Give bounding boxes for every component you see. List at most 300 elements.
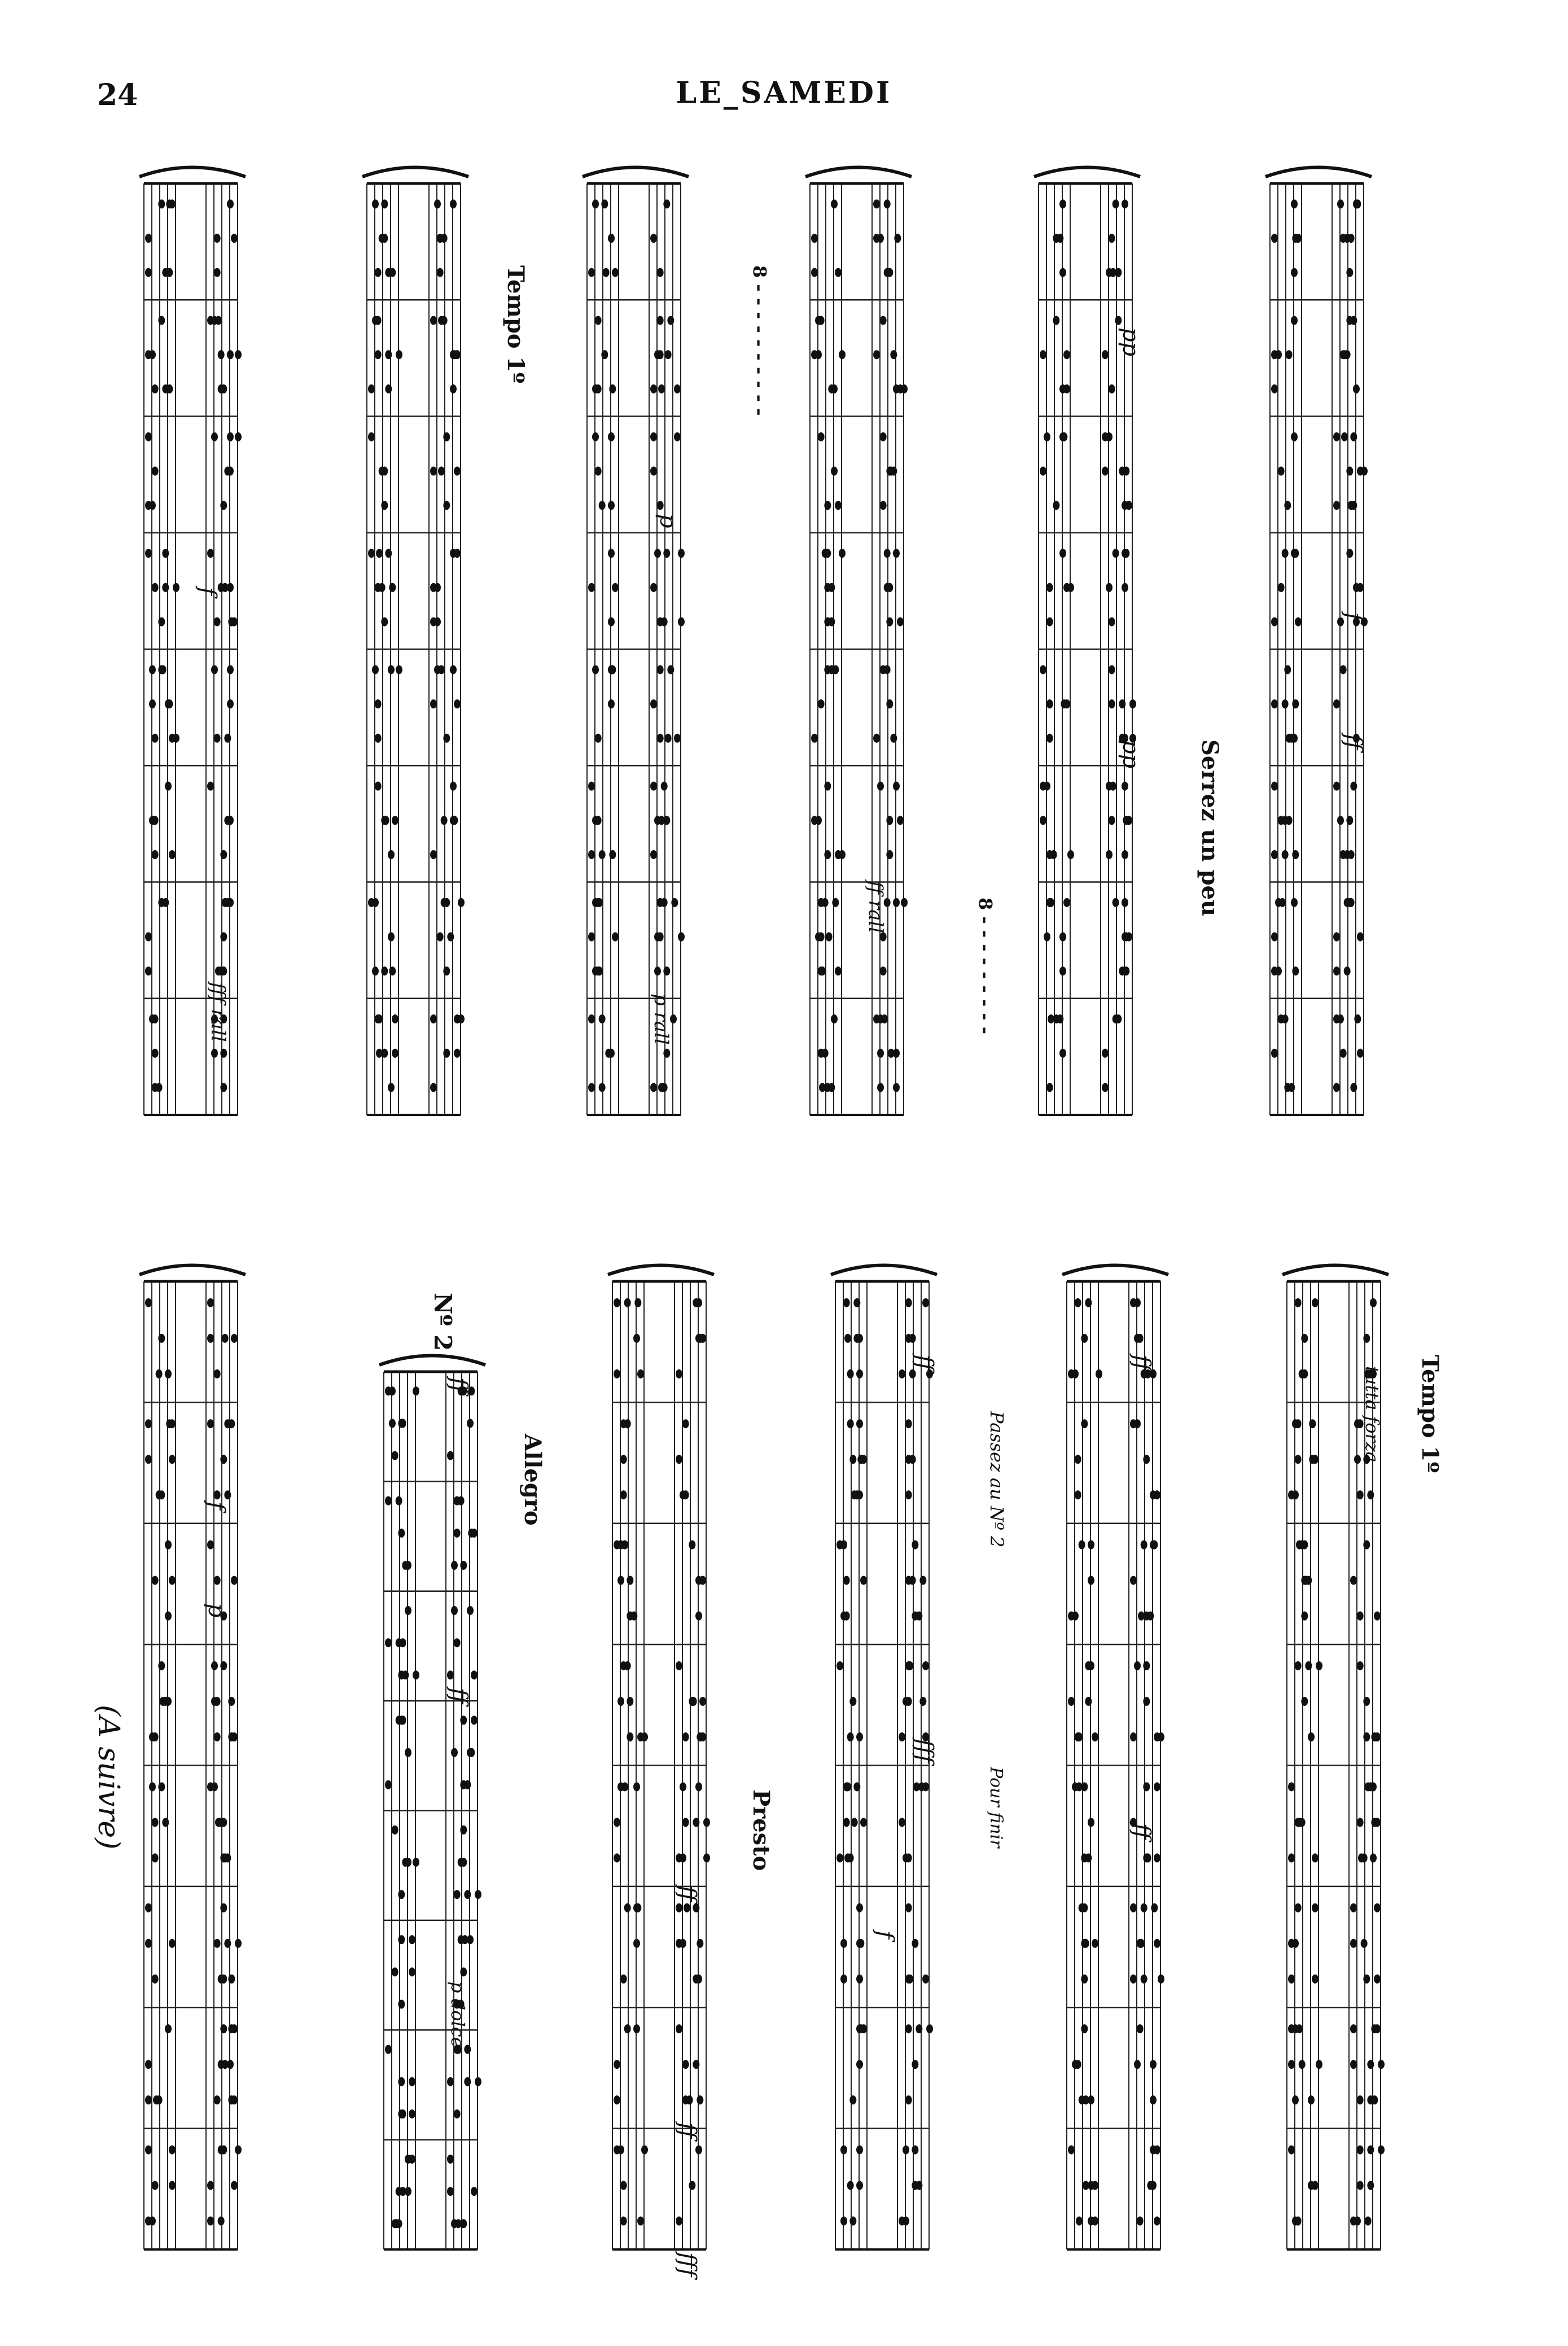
lower-note-head-4-5-0-0-1 bbox=[1079, 1903, 1085, 1912]
upper-note-head-4-7-1-0-0 bbox=[1059, 1049, 1066, 1058]
p-dolce-text: p dolce bbox=[447, 1981, 468, 2048]
upper-note-head-3-1-1-1-1 bbox=[890, 350, 897, 359]
lower-note-head-0-5-1-0-1 bbox=[169, 1939, 176, 1948]
upper-note-head-3-7-1-1-1 bbox=[877, 1049, 884, 1058]
upper-note-head-1-7-2-1-0 bbox=[430, 1083, 437, 1092]
lower-note-head-3-6-0-1-2 bbox=[926, 2024, 933, 2033]
upper-note-head-1-4-2-1-0 bbox=[443, 734, 450, 743]
upper-note-head-1-5-1-0-1 bbox=[392, 816, 398, 825]
upper-note-head-4-3-1-0-0 bbox=[1046, 583, 1053, 592]
upper-note-head-1-7-1-0-1 bbox=[392, 1049, 398, 1058]
upper-note-head-3-3-0-0-1 bbox=[822, 549, 829, 558]
lower-note-head-3-7-0-0-1 bbox=[840, 2145, 847, 2154]
lower-note-head-2-6-2-1-1 bbox=[686, 2095, 693, 2104]
lower-note-head-5-5-1-1-1 bbox=[1361, 1939, 1368, 1948]
lower-note-head-5-2-0-0-2 bbox=[1296, 1540, 1303, 1550]
lower-note-head-1-1-1-1-0 bbox=[454, 1529, 461, 1538]
upper-note-head-5-5-2-0-2 bbox=[1292, 850, 1299, 859]
upper-note-head-2-0-1-0-0 bbox=[608, 234, 615, 243]
upper-note-head-1-1-1-0-0 bbox=[375, 350, 382, 359]
upper-note-head-2-4-1-1-0 bbox=[650, 699, 657, 708]
upper-note-head-4-5-2-0-2 bbox=[1067, 850, 1074, 859]
lower-note-head-5-6-0-0-2 bbox=[1296, 2024, 1303, 2033]
upper-note-head-4-7-1-1-0 bbox=[1102, 1049, 1109, 1058]
upper-note-head-2-3-1-1-0 bbox=[650, 583, 657, 592]
upper-note-head-3-7-2-1-1 bbox=[877, 1083, 884, 1092]
upper-note-head-2-3-2-0-0 bbox=[608, 617, 615, 626]
upper-note-head-3-5-0-1-0 bbox=[893, 782, 900, 791]
upper-note-head-0-4-1-0-2 bbox=[166, 699, 173, 708]
upper-note-head-2-0-2-1-0 bbox=[657, 268, 664, 277]
upper-note-head-5-7-0-1-1 bbox=[1337, 1014, 1344, 1023]
upper-note-head-3-6-0-1-2 bbox=[901, 898, 908, 907]
lower-note-head-4-7-2-1-0 bbox=[1137, 2217, 1144, 2226]
upper-note-head-0-0-2-0-0 bbox=[145, 268, 152, 277]
upper-note-head-0-0-1-1-1 bbox=[231, 234, 238, 243]
ff-c-text: ff bbox=[446, 1688, 472, 1704]
lower-note-head-5-1-2-1-1 bbox=[1367, 1490, 1374, 1499]
upper-note-head-5-3-1-0-0 bbox=[1278, 583, 1285, 592]
upper-note-head-5-0-0-1-1 bbox=[1337, 199, 1344, 208]
lower-note-head-5-6-2-1-0 bbox=[1357, 2095, 1364, 2104]
lower-note-head-0-0-1-1-2 bbox=[222, 1334, 229, 1343]
lower-note-head-4-7-2-0-1 bbox=[1092, 2217, 1098, 2226]
lower-note-head-4-6-0-0-0 bbox=[1081, 2024, 1088, 2033]
lower-note-head-1-4-1-0-1 bbox=[402, 1858, 409, 1867]
upper-note-head-3-0-0-0-0 bbox=[831, 199, 838, 208]
lower-note-head-3-5-1-0-1 bbox=[840, 1939, 847, 1948]
lower-note-head-4-4-0-1-0 bbox=[1143, 1782, 1150, 1791]
lower-note-head-5-7-0-1-1 bbox=[1367, 2145, 1374, 2154]
upper-note-head-4-5-2-1-0 bbox=[1122, 850, 1128, 859]
lower-note-head-0-4-0-1-1 bbox=[211, 1782, 218, 1791]
upper-note-head-5-7-0-0-1 bbox=[1282, 1014, 1289, 1023]
lower-note-head-3-4-1-1-0 bbox=[899, 1818, 905, 1827]
upper-note-head-2-6-1-1-1 bbox=[654, 933, 661, 942]
lower-note-head-3-3-2-1-0 bbox=[899, 1732, 905, 1741]
lower-note-head-0-2-1-1-0 bbox=[214, 1576, 221, 1585]
upper-note-head-4-2-0-0-1 bbox=[1044, 432, 1050, 441]
running-title: LE_SAMEDI bbox=[676, 76, 892, 110]
lower-note-head-2-2-2-0-1 bbox=[630, 1612, 637, 1621]
upper-note-head-4-3-2-0-0 bbox=[1046, 617, 1053, 626]
lower-note-head-3-5-2-1-1 bbox=[922, 1975, 929, 1984]
upper-note-head-1-0-1-0-1 bbox=[379, 234, 386, 243]
lower-brace-0 bbox=[139, 1266, 246, 1275]
lower-note-head-3-0-0-0-1 bbox=[853, 1298, 860, 1307]
lower-note-head-5-5-0-0-0 bbox=[1295, 1903, 1302, 1912]
upper-note-head-3-7-0-1-2 bbox=[881, 1014, 888, 1023]
upper-note-head-1-6-2-0-0 bbox=[381, 966, 388, 975]
lower-note-head-5-4-2-0-1 bbox=[1312, 1853, 1319, 1862]
lower-note-head-4-7-0-1-1 bbox=[1154, 2145, 1160, 2154]
upper-note-head-5-5-0-1-1 bbox=[1350, 782, 1357, 791]
upper-note-head-0-5-0-1-0 bbox=[207, 782, 214, 791]
lower-note-head-0-6-1-0-0 bbox=[145, 2060, 152, 2069]
lower-note-head-1-2-2-1-0 bbox=[447, 1670, 454, 1679]
lower-note-head-2-5-0-1-1 bbox=[693, 1903, 699, 1912]
lower-note-head-2-3-1-1-1 bbox=[699, 1697, 706, 1706]
upper-note-head-4-1-0-1-0 bbox=[1115, 316, 1122, 325]
upper-note-head-2-1-2-0-1 bbox=[592, 384, 599, 393]
upper-note-head-0-0-1-1-0 bbox=[214, 234, 221, 243]
lower-note-head-0-3-0-1-0 bbox=[220, 1661, 227, 1670]
upper-note-head-2-6-0-0-2 bbox=[596, 898, 603, 907]
lower-note-head-2-5-0-0-1 bbox=[624, 1903, 631, 1912]
lower-note-head-1-5-0-0-0 bbox=[398, 1935, 405, 1944]
lower-note-head-3-2-2-0-1 bbox=[840, 1612, 847, 1621]
p-a-text: p bbox=[655, 514, 681, 528]
upper-note-head-5-3-1-1-1 bbox=[1357, 583, 1364, 592]
lower-note-head-5-5-0-1-1 bbox=[1374, 1903, 1381, 1912]
lower-note-head-1-0-1-0-1 bbox=[389, 1419, 396, 1428]
marking-allegro bbox=[519, 1433, 546, 1526]
lower-note-head-1-2-0-0-0 bbox=[405, 1606, 411, 1615]
upper-note-head-0-2-0-1-0 bbox=[227, 432, 234, 441]
lower-note-head-2-4-1-0-0 bbox=[614, 1818, 620, 1827]
upper-note-head-0-2-1-0-0 bbox=[152, 467, 159, 476]
upper-note-head-3-5-1-1-1 bbox=[897, 816, 904, 825]
lower-note-head-3-7-2-1-1 bbox=[903, 2217, 909, 2226]
upper-note-head-4-0-1-0-1 bbox=[1057, 234, 1063, 243]
lower-note-head-2-4-2-1-1 bbox=[680, 1853, 686, 1862]
lower-note-head-1-3-0-0-2 bbox=[400, 1715, 406, 1725]
upper-note-head-3-3-0-0-2 bbox=[839, 549, 846, 558]
upper-note-head-0-7-0-0-1 bbox=[149, 1014, 156, 1023]
upper-note-head-0-0-1-0-0 bbox=[145, 234, 152, 243]
lower-note-head-2-3-1-0-0 bbox=[627, 1697, 633, 1706]
lower-note-head-2-2-0-1-0 bbox=[689, 1540, 695, 1550]
upper-note-head-5-5-0-0-0 bbox=[1271, 782, 1278, 791]
lower-note-head-5-3-2-0-0 bbox=[1308, 1732, 1315, 1741]
upper-note-head-1-0-2-0-2 bbox=[389, 268, 396, 277]
lower-note-head-1-1-0-1-1 bbox=[458, 1496, 465, 1505]
upper-note-head-1-4-0-0-1 bbox=[372, 665, 379, 674]
lower-note-head-0-4-0-0-0 bbox=[158, 1782, 165, 1791]
upper-note-head-3-2-0-0-0 bbox=[818, 432, 825, 441]
upper-note-head-0-5-0-0-0 bbox=[165, 782, 172, 791]
upper-note-head-5-7-1-0-0 bbox=[1271, 1049, 1278, 1058]
lower-note-head-1-6-2-0-2 bbox=[400, 2109, 406, 2119]
lower-note-head-3-5-1-0-2 bbox=[857, 1939, 864, 1948]
lower-note-head-2-6-0-0-0 bbox=[633, 2024, 640, 2033]
lower-note-head-5-2-1-0-2 bbox=[1303, 1576, 1309, 1585]
lower-note-head-3-5-0-1-0 bbox=[905, 1903, 912, 1912]
marking-p-dolce bbox=[447, 1981, 468, 2048]
upper-note-head-4-4-2-0-0 bbox=[1046, 734, 1053, 743]
upper-note-head-3-3-2-0-1 bbox=[828, 617, 835, 626]
upper-note-head-4-4-1-1-2 bbox=[1129, 699, 1136, 708]
lower-note-head-5-3-0-0-1 bbox=[1305, 1661, 1312, 1670]
upper-note-head-0-1-1-1-0 bbox=[227, 350, 234, 359]
ff-b-text: ff bbox=[446, 1377, 472, 1394]
marking-fff-presto bbox=[674, 2251, 700, 2280]
upper-note-head-1-5-2-0-0 bbox=[388, 850, 395, 859]
upper-note-head-0-5-1-1-1 bbox=[224, 816, 231, 825]
upper-note-head-2-1-0-1-0 bbox=[657, 316, 664, 325]
upper-note-head-0-1-2-1-1 bbox=[218, 384, 225, 393]
passez-text: Passez au Nº 2 bbox=[986, 1411, 1008, 1548]
upper-note-head-3-1-2-0-1 bbox=[828, 384, 835, 393]
upper-note-head-4-2-0-1-1 bbox=[1106, 432, 1113, 441]
lower-note-head-0-7-0-1-1 bbox=[218, 2145, 225, 2154]
lower-note-head-3-4-1-0-1 bbox=[860, 1818, 867, 1827]
upper-note-head-1-1-1-0-1 bbox=[385, 350, 392, 359]
lower-note-head-2-4-0-0-2 bbox=[621, 1782, 628, 1791]
lower-note-head-5-0-0-1-0 bbox=[1370, 1298, 1377, 1307]
lower-note-head-2-4-1-1-2 bbox=[703, 1818, 710, 1827]
lower-note-head-2-7-2-0-1 bbox=[637, 2217, 644, 2226]
lower-note-head-4-7-2-0-2 bbox=[1076, 2217, 1083, 2226]
upper-note-head-1-4-0-0-0 bbox=[388, 665, 395, 674]
ff-rall-text: ff rall bbox=[864, 881, 887, 934]
upper-note-head-1-2-1-1-2 bbox=[438, 467, 445, 476]
upper-note-head-2-2-0-0-0 bbox=[608, 432, 615, 441]
upper-note-head-2-5-2-0-0 bbox=[588, 850, 595, 859]
upper-note-head-2-4-1-0-0 bbox=[608, 699, 615, 708]
lower-note-head-3-4-2-1-1 bbox=[903, 1853, 909, 1862]
lower-note-head-2-4-2-1-2 bbox=[703, 1853, 710, 1862]
lower-note-head-4-3-0-0-1 bbox=[1085, 1661, 1092, 1670]
lower-note-head-5-1-0-1-1 bbox=[1354, 1419, 1361, 1428]
lower-note-head-2-3-0-0-1 bbox=[624, 1661, 631, 1670]
upper-note-head-3-7-0-0-0 bbox=[831, 1014, 838, 1023]
lower-note-head-0-0-0-1-0 bbox=[207, 1298, 214, 1307]
upper-note-head-3-5-1-1-0 bbox=[886, 816, 893, 825]
lower-note-head-5-7-0-0-0 bbox=[1288, 2145, 1295, 2154]
upper-note-head-3-5-0-0-0 bbox=[824, 782, 831, 791]
lower-note-head-2-3-2-1-2 bbox=[697, 1732, 703, 1741]
marking-p-rall bbox=[650, 993, 672, 1045]
ff-a-text: ff bbox=[1341, 734, 1366, 750]
no-2-text: Nº 2 bbox=[429, 1293, 457, 1351]
lower-note-head-3-2-1-0-0 bbox=[843, 1576, 850, 1585]
lower-note-head-4-5-2-1-2 bbox=[1158, 1975, 1164, 1984]
upper-note-head-2-4-2-0-0 bbox=[595, 734, 602, 743]
upper-note-head-2-0-0-1-0 bbox=[663, 199, 670, 208]
lower-note-head-4-0-1-1-1 bbox=[1134, 1334, 1141, 1343]
upper-note-head-5-6-0-1-2 bbox=[1348, 898, 1355, 907]
lower-note-head-3-2-1-1-1 bbox=[909, 1576, 916, 1585]
marking-ff-c bbox=[446, 1686, 472, 1708]
upper-note-head-0-6-0-0-1 bbox=[162, 898, 169, 907]
lower-note-head-1-0-0-0-1 bbox=[389, 1386, 396, 1395]
lower-note-head-0-7-0-0-0 bbox=[145, 2145, 152, 2154]
lower-note-head-0-4-2-1-2 bbox=[222, 1853, 229, 1862]
upper-note-head-2-5-0-0-0 bbox=[588, 782, 595, 791]
marking-f-c bbox=[203, 1500, 229, 1513]
upper-note-head-4-5-2-1-1 bbox=[1106, 850, 1113, 859]
lower-note-head-2-5-2-1-1 bbox=[693, 1975, 699, 1984]
upper-note-head-4-1-0-0-0 bbox=[1053, 316, 1059, 325]
marking-tempo-1-upper bbox=[502, 265, 529, 383]
upper-brace-2 bbox=[582, 168, 689, 177]
upper-note-head-3-1-2-1-2 bbox=[901, 384, 908, 393]
upper-note-head-3-2-0-1-0 bbox=[880, 432, 887, 441]
upper-note-head-0-0-0-0-0 bbox=[158, 199, 165, 208]
marking-fff-rall bbox=[207, 981, 229, 1042]
lower-note-head-3-3-0-1-2 bbox=[906, 1661, 913, 1670]
lower-note-head-5-2-1-1-0 bbox=[1350, 1576, 1357, 1585]
lower-note-head-3-5-1-1-0 bbox=[912, 1939, 918, 1948]
upper-note-head-5-2-1-1-2 bbox=[1361, 467, 1368, 476]
upper-note-head-0-4-0-1-0 bbox=[227, 665, 234, 674]
lower-note-head-5-3-0-0-2 bbox=[1316, 1661, 1322, 1670]
upper-note-head-1-3-0-0-0 bbox=[368, 549, 375, 558]
upper-note-head-1-6-2-0-2 bbox=[389, 966, 396, 975]
lower-note-head-2-2-2-1-0 bbox=[695, 1612, 702, 1621]
lower-note-head-5-6-1-0-2 bbox=[1316, 2060, 1322, 2069]
upper-note-head-2-2-2-0-0 bbox=[608, 501, 615, 510]
lower-note-head-4-2-0-0-1 bbox=[1079, 1540, 1085, 1550]
lower-note-head-2-5-1-1-1 bbox=[680, 1939, 686, 1948]
lower-note-head-1-6-1-0-0 bbox=[398, 2077, 405, 2086]
upper-note-head-2-5-1-0-1 bbox=[592, 816, 599, 825]
upper-note-head-1-7-1-0-2 bbox=[376, 1049, 383, 1058]
upper-note-head-5-1-0-1-1 bbox=[1350, 316, 1357, 325]
lower-note-head-2-0-2-1-0 bbox=[676, 1369, 682, 1378]
marking-ff-h bbox=[1129, 1822, 1155, 1843]
upper-note-head-3-0-1-1-2 bbox=[894, 234, 901, 243]
lower-note-head-2-0-1-1-2 bbox=[697, 1334, 703, 1343]
upper-note-head-2-6-0-1-1 bbox=[661, 898, 668, 907]
upper-note-head-2-4-2-1-0 bbox=[657, 734, 664, 743]
lower-note-head-2-0-1-0-0 bbox=[633, 1334, 640, 1343]
lower-note-head-1-5-1-0-0 bbox=[392, 1967, 398, 1976]
upper-note-head-2-6-1-1-2 bbox=[678, 933, 685, 942]
ff-d-text: ff bbox=[674, 1885, 700, 1902]
lower-note-head-1-4-2-0-0 bbox=[398, 1890, 405, 1899]
upper-note-head-4-7-2-1-0 bbox=[1102, 1083, 1109, 1092]
lower-note-head-3-5-0-0-0 bbox=[856, 1903, 863, 1912]
lower-note-head-0-4-2-0-0 bbox=[152, 1853, 159, 1862]
lower-note-head-2-1-2-1-1 bbox=[680, 1490, 686, 1499]
lower-note-head-5-3-2-1-0 bbox=[1363, 1732, 1370, 1741]
lower-note-head-5-1-2-1-0 bbox=[1357, 1490, 1364, 1499]
upper-note-head-0-5-2-0-0 bbox=[152, 850, 159, 859]
lower-note-head-3-3-2-0-0 bbox=[856, 1732, 863, 1741]
upper-note-head-1-0-1-1-1 bbox=[441, 234, 448, 243]
lower-note-head-0-1-2-0-1 bbox=[156, 1490, 163, 1499]
upper-note-head-1-2-2-0-0 bbox=[381, 501, 388, 510]
lower-note-head-0-1-1-0-1 bbox=[169, 1455, 176, 1464]
lower-note-head-2-4-0-1-0 bbox=[695, 1782, 702, 1791]
upper-note-head-1-6-1-1-1 bbox=[447, 933, 454, 942]
upper-note-head-3-3-2-1-0 bbox=[886, 617, 893, 626]
lower-note-head-5-6-0-1-0 bbox=[1350, 2024, 1357, 2033]
lower-note-head-0-2-1-0-0 bbox=[152, 1576, 159, 1585]
upper-note-head-4-5-0-1-2 bbox=[1110, 782, 1116, 791]
lower-note-head-4-5-0-1-1 bbox=[1141, 1903, 1147, 1912]
upper-note-head-1-5-0-0-0 bbox=[375, 782, 382, 791]
upper-note-head-2-0-0-0-0 bbox=[601, 199, 608, 208]
upper-note-head-2-1-0-0-0 bbox=[595, 316, 602, 325]
lower-note-head-1-0-1-1-0 bbox=[467, 1419, 474, 1428]
upper-note-head-4-2-1-1-2 bbox=[1123, 467, 1129, 476]
upper-note-head-5-7-1-1-0 bbox=[1340, 1049, 1347, 1058]
upper-note-head-1-3-2-1-1 bbox=[434, 617, 441, 626]
upper-note-head-5-5-1-1-1 bbox=[1337, 816, 1344, 825]
upper-brace-4 bbox=[1034, 168, 1140, 177]
upper-note-head-3-4-1-1-0 bbox=[886, 699, 893, 708]
lower-note-head-2-6-2-0-0 bbox=[614, 2095, 620, 2104]
upper-note-head-0-5-2-1-0 bbox=[220, 850, 227, 859]
lower-note-head-4-5-1-1-1 bbox=[1154, 1939, 1160, 1948]
lower-note-head-3-4-0-0-1 bbox=[853, 1782, 860, 1791]
upper-note-head-4-7-0-1-1 bbox=[1113, 1014, 1119, 1023]
upper-note-head-5-2-2-0-0 bbox=[1284, 501, 1291, 510]
lower-note-head-0-6-1-1-2 bbox=[222, 2060, 229, 2069]
lower-note-head-3-7-0-0-0 bbox=[856, 2145, 863, 2154]
upper-note-head-0-4-0-0-2 bbox=[160, 665, 167, 674]
lower-brace-4 bbox=[1062, 1266, 1168, 1275]
lower-note-head-0-2-0-0-0 bbox=[165, 1540, 172, 1550]
upper-note-head-4-0-1-1-0 bbox=[1109, 234, 1115, 243]
lower-note-head-3-1-1-1-1 bbox=[909, 1455, 916, 1464]
upper-note-head-3-3-0-1-0 bbox=[893, 549, 900, 558]
lower-note-head-5-2-2-1-0 bbox=[1357, 1612, 1364, 1621]
lower-note-head-3-7-1-1-1 bbox=[916, 2181, 922, 2190]
upper-note-head-0-1-0-1-2 bbox=[215, 316, 222, 325]
upper-note-head-0-3-0-1-0 bbox=[207, 549, 214, 558]
lower-brace-1 bbox=[379, 1356, 485, 1365]
lower-note-head-1-3-1-0-0 bbox=[405, 1748, 411, 1757]
lower-note-head-2-1-1-1-0 bbox=[676, 1455, 682, 1464]
note-heads bbox=[145, 199, 1385, 2228]
upper-note-head-0-7-1-0-0 bbox=[152, 1049, 159, 1058]
upper-note-head-0-4-2-1-1 bbox=[224, 734, 231, 743]
upper-note-head-1-6-0-1-2 bbox=[458, 898, 465, 907]
upper-note-head-0-0-0-1-0 bbox=[227, 199, 234, 208]
upper-note-head-2-5-0-1-0 bbox=[650, 782, 657, 791]
lower-note-head-1-6-2-1-0 bbox=[454, 2109, 461, 2119]
upper-note-head-2-1-2-0-2 bbox=[609, 384, 616, 393]
upper-note-head-5-4-2-0-2 bbox=[1286, 734, 1293, 743]
lower-note-head-1-5-0-0-1 bbox=[409, 1935, 415, 1944]
lower-note-head-0-6-2-1-0 bbox=[214, 2095, 221, 2104]
upper-note-head-1-6-1-0-0 bbox=[388, 933, 395, 942]
lower-note-head-0-5-1-1-1 bbox=[224, 1939, 231, 1948]
lower-note-head-1-7-0-1-0 bbox=[447, 2155, 454, 2164]
lower-note-head-3-4-2-0-2 bbox=[844, 1853, 851, 1862]
lower-note-head-0-1-0-1-0 bbox=[207, 1419, 214, 1428]
lower-note-head-4-5-1-0-2 bbox=[1083, 1939, 1089, 1948]
lower-note-head-2-2-1-1-1 bbox=[699, 1576, 706, 1585]
upper-note-head-0-6-0-1-2 bbox=[222, 898, 229, 907]
upper-note-head-3-7-1-1-2 bbox=[888, 1049, 895, 1058]
upper-note-head-0-1-2-0-2 bbox=[166, 384, 173, 393]
lower-note-head-0-1-2-1-1 bbox=[224, 1490, 231, 1499]
lower-note-head-5-5-2-0-0 bbox=[1288, 1975, 1295, 1984]
upper-note-head-4-1-1-0-0 bbox=[1040, 350, 1046, 359]
lower-note-head-4-4-2-1-1 bbox=[1154, 1853, 1160, 1862]
upper-note-head-1-3-0-1-1 bbox=[454, 549, 461, 558]
lower-note-head-0-5-0-0-0 bbox=[145, 1903, 152, 1912]
upper-note-head-0-1-0-0-0 bbox=[158, 316, 165, 325]
lower-note-head-5-0-1-1-0 bbox=[1363, 1334, 1370, 1343]
lower-note-head-3-7-2-0-0 bbox=[849, 2217, 856, 2226]
upper-note-head-4-0-0-1-0 bbox=[1122, 199, 1128, 208]
lower-note-head-4-6-2-0-2 bbox=[1083, 2095, 1089, 2104]
lower-note-head-3-0-1-0-2 bbox=[844, 1334, 851, 1343]
lower-note-head-2-1-0-0-1 bbox=[624, 1419, 631, 1428]
lower-note-head-0-0-2-1-0 bbox=[214, 1369, 221, 1378]
lower-note-head-1-7-1-1-0 bbox=[447, 2187, 454, 2196]
lower-note-head-4-3-1-1-0 bbox=[1143, 1697, 1150, 1706]
lower-note-head-2-3-2-1-0 bbox=[682, 1732, 689, 1741]
upper-note-head-3-7-2-0-1 bbox=[828, 1083, 835, 1092]
lower-note-head-5-2-2-1-1 bbox=[1374, 1612, 1381, 1621]
